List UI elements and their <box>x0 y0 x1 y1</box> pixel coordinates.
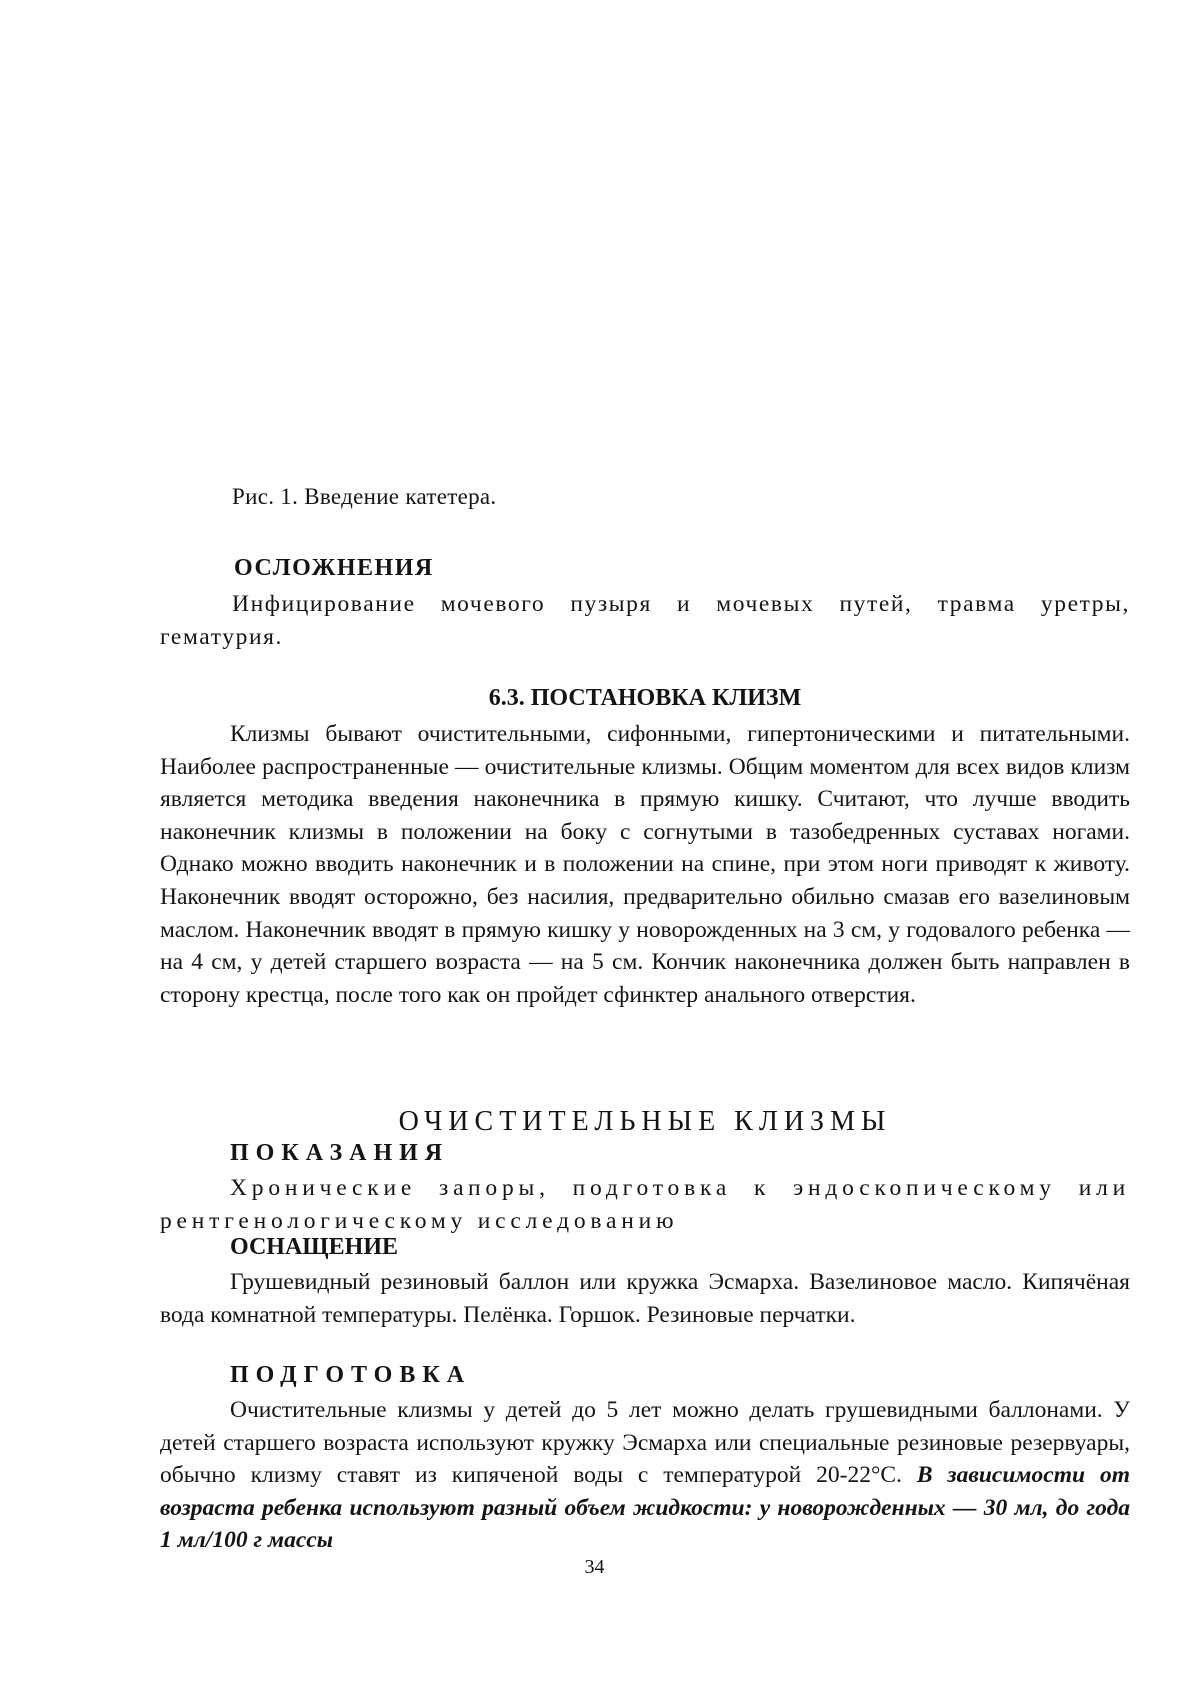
preparation-text-emphasis: В зависимости от возраста ребенка используют разный объем жидкости: у новорожденных — 30 мл, до года 1 мл/100 г массы <box>160 1462 1130 1554</box>
complications-text: Инфицирование мочевого пузыря и мочевых путей, травма уретры, гематурия. <box>160 591 1130 650</box>
equipment-text: Грушевидный резиновый баллон или кружка Эсмарха. Вазелиновое масло. Кипячёная вода комнатной температуры. Пелёнка. Горшок. Резиновые перчатки. <box>160 1269 1130 1328</box>
equipment-heading: ОСНАЩЕНИЕ <box>230 1234 398 1260</box>
preparation-paragraph <box>160 1394 1130 1557</box>
page-number: 34 <box>584 1556 605 1578</box>
indications-heading: ПОКАЗАНИЯ <box>230 1140 450 1166</box>
complications-heading: ОСЛОЖНЕНИЯ <box>234 555 434 581</box>
section-text: Клизмы бывают очистительными, сифонными, гипертоническими и питательными. Наиболее распространенные — очистительные клизмы. Общим моментом для всех видов клизм является методика введения наконечника в прямую кишку. Считают, что лучше вводить наконечник клизмы в положении на боку с согнутыми в тазобедренных суставах ногами. Однако можно вводить наконечник и в положении на спине, при этом ноги приводят к животу. Наконечник вводят осторожно, без насилия, предварительно обильно смазав его вазелиновым маслом. Наконечник вводят в прямую кишку у новорожденных на 3 см, у годовалого ребенка — на 4 см, у детей старшего возраста — на 5 см. Кончик наконечника должен быть направлен в сторону крестца, после того как он пройдет сфинктер анального отверстия. <box>160 721 1130 1008</box>
indications-text: Хронические запоры, подготовка к эндоскопическому или рентгенологическому исследованию <box>160 1175 1130 1234</box>
preparation-text-regular: Очистительные клизмы у детей до 5 лет можно делать грушевидными баллонами. У детей старшего возраста используют кружку Эсмарха или специальные резиновые резервуары, обычно клизму ставят из кипяченой воды с температурой 20-22°С. <box>160 1397 1130 1489</box>
cleansing-title: ОЧИСТИТЕЛЬНЫЕ КЛИЗМЫ <box>398 1106 892 1137</box>
figure-caption: Рис. 1. Введение катетера. <box>232 484 497 509</box>
preparation-text <box>160 1394 1130 1557</box>
indications-paragraph <box>160 1172 1130 1237</box>
equipment-paragraph <box>160 1266 1130 1331</box>
section-paragraph <box>160 718 1130 1011</box>
preparation-heading: ПОДГОТОВКА <box>230 1362 472 1388</box>
complications-paragraph <box>160 588 1130 653</box>
section-heading: 6.3. ПОСТАНОВКА КЛИЗМ <box>488 685 802 711</box>
